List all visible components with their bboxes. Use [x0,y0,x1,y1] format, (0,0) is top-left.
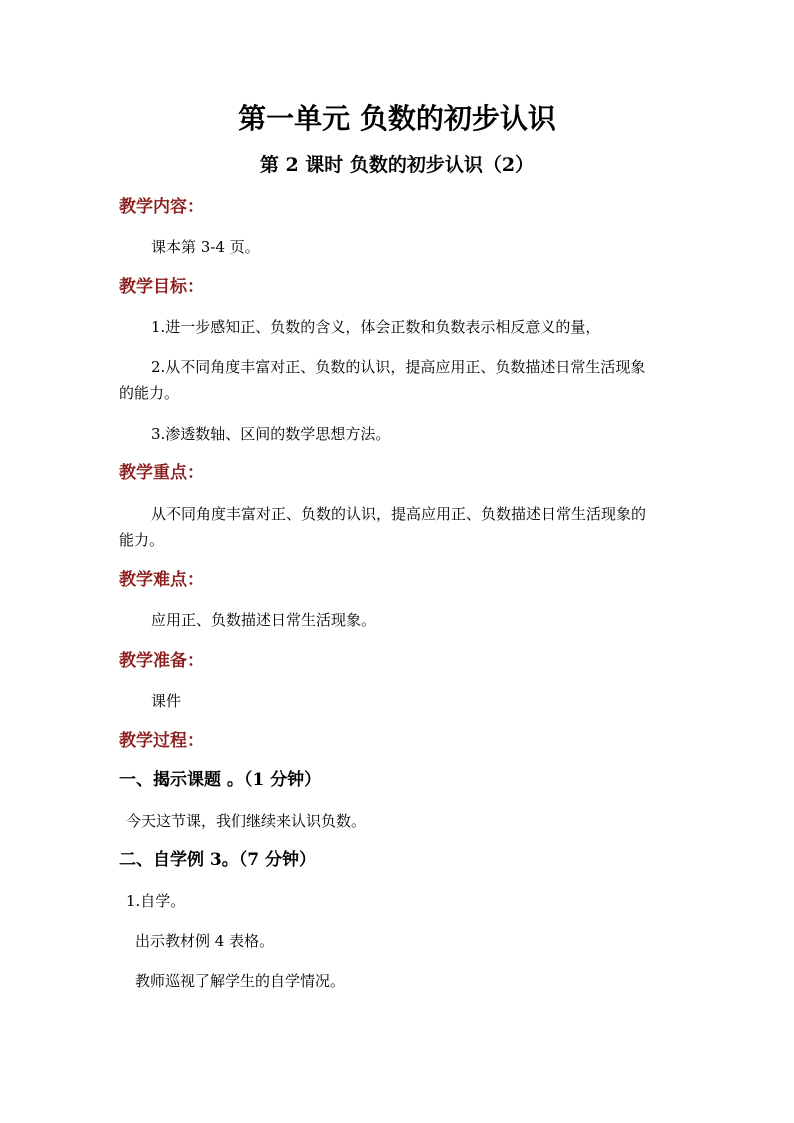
goal-2-line2: 的能力。 [119,384,180,402]
content-heading: 教学内容： [119,197,204,217]
goal-1: 1.进一步感知正、负数的含义，体会正数和负数表示相反意义的量， [151,318,601,336]
keypoint-heading: 教学重点： [119,463,204,483]
keypoint-line1: 从不同角度丰富对正、负数的认识，提高应用正、负数描述日常生活现象的 [151,505,647,523]
difficulty-text: 应用正、负数描述日常生活现象。 [151,611,377,629]
difficulty-heading: 教学难点： [119,570,204,590]
step2-item1: 1.自学。 [126,892,186,910]
step2-text1: 出示教材例 4 表格。 [135,932,275,950]
step2-text2: 教师巡视了解学生的自学情况。 [135,972,346,990]
process-heading: 教学过程： [119,731,204,751]
keypoint-line2: 能力。 [119,531,165,549]
goal-3: 3.渗透数轴、区间的数学思想方法。 [151,425,391,443]
step1-text: 今天这节课，我们继续来认识负数。 [126,812,367,830]
lesson-subtitle: 第 2 课时 负数的初步认识（2） [259,154,535,176]
unit-title: 第一单元 负数的初步认识 [238,102,556,135]
goals-heading: 教学目标： [119,277,204,297]
prep-text: 课件 [151,692,182,710]
goal-2-line1: 2.从不同角度丰富对正、负数的认识，提高应用正、负数描述日常生活现象 [151,358,646,376]
content-text: 课本第 3-4 页。 [151,238,260,256]
prep-heading: 教学准备： [119,651,204,671]
step1-heading: 一、揭示课题 。（1 分钟） [119,770,322,790]
step2-heading: 二、自学例 3。（7 分钟） [119,850,316,870]
